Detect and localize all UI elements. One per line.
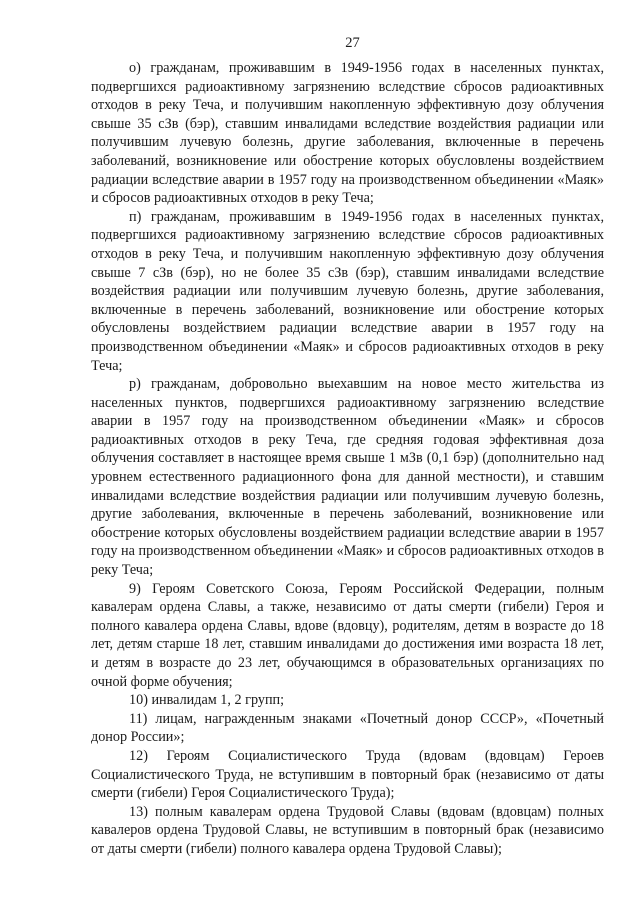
clause-r: р) гражданам, добровольно выехавшим на новое место жительства из населенных пунктов, подвергшихся радиоактивному загрязнению вследствие аварии в 1957 году на производственном объединении «Маяк» и сбросов радиоактивных отходов в реку Теча, где средняя годовая эффективная доза облучения составляет в настоящее время свыше 1 мЗв (0,1 бэр) (дополнительно над уровнем естественного радиационного фона для данной местности), и ставшим инвалидами вследствие воздействия радиации или получившим лучевую болезнь, другие заболевания, включенные в перечень заболеваний, возникновение или обострение которых обусловлены воздействием радиации вследствие аварии в 1957 году на производственном объединении «Маяк» и сбросов радиоактивных отходов в реку Теча;: [91, 376, 604, 579]
clause-11: 11) лицам, награжденным знаками «Почетный донор СССР», «Почетный донор России»;: [91, 710, 604, 746]
clause-13: 13) полным кавалерам ордена Трудовой Славы (вдовам (вдовцам) полных кавалеров ордена Трудовой Славы, не вступившим в повторный брак (независимо от даты смерти (гибели) полного кавалера ордена Трудовой Славы);: [91, 803, 604, 857]
clause-o: о) гражданам, проживавшим в 1949-1956 годах в населенных пунктах, подвергшихся радиоактивному загрязнению вследствие сбросов радиоактивных отходов в реку Теча, и получившим накопленную эффективную дозу облучения свыше 35 сЗв (бэр), ставшим инвалидами вследствие воздействия радиации или получившим лучевую болезнь, другие заболевания, включенные в перечень заболеваний, возникновение или обострение которых обусловлены воздействием радиации вследствие аварии в 1957 году на производственном объединении «Маяк» и сбросов радиоактивных отходов в реку Теча;: [91, 60, 604, 207]
page-number: 27: [345, 35, 360, 51]
clause-9: 9) Героям Советского Союза, Героям Российской Федерации, полным кавалерам ордена Славы, а также, независимо от даты смерти (гибели) Героя и полного кавалера ордена Славы, вдове (вдовцу), родителям, детям в возрасте до 18 лет, детям старше 18 лет, ставшим инвалидами до достижения ими возраста 18 лет, и детям в возрасте до 23 лет, обучающимся в образовательных организациях по очной форме обучения;: [91, 580, 604, 690]
clause-12: 12) Героям Социалистического Труда (вдовам (вдовцам) Героев Социалистического Труда, не вступившим в повторный брак (независимо от даты смерти (гибели) Героя Социалистического Труда);: [91, 747, 604, 802]
clause-10: 10) инвалидам 1, 2 групп;: [129, 692, 285, 709]
clause-p: п) гражданам, проживавшим в 1949-1956 годах в населенных пунктах, подвергшихся радиоактивному загрязнению вследствие сбросов радиоактивных отходов в реку Теча, и получившим накопленную эффективную дозу облучения свыше 7 сЗв (бэр), но не более 35 сЗв (бэр), ставшим инвалидами вследствие воздействия радиации или получившим лучевую болезнь, другие заболевания, включенные в перечень заболеваний, возникновение или обострение которых обусловлены воздействием радиации вследствие аварии в 1957 году на производственном объединении «Маяк» и сбросов радиоактивных отходов в реку Теча;: [91, 208, 604, 374]
